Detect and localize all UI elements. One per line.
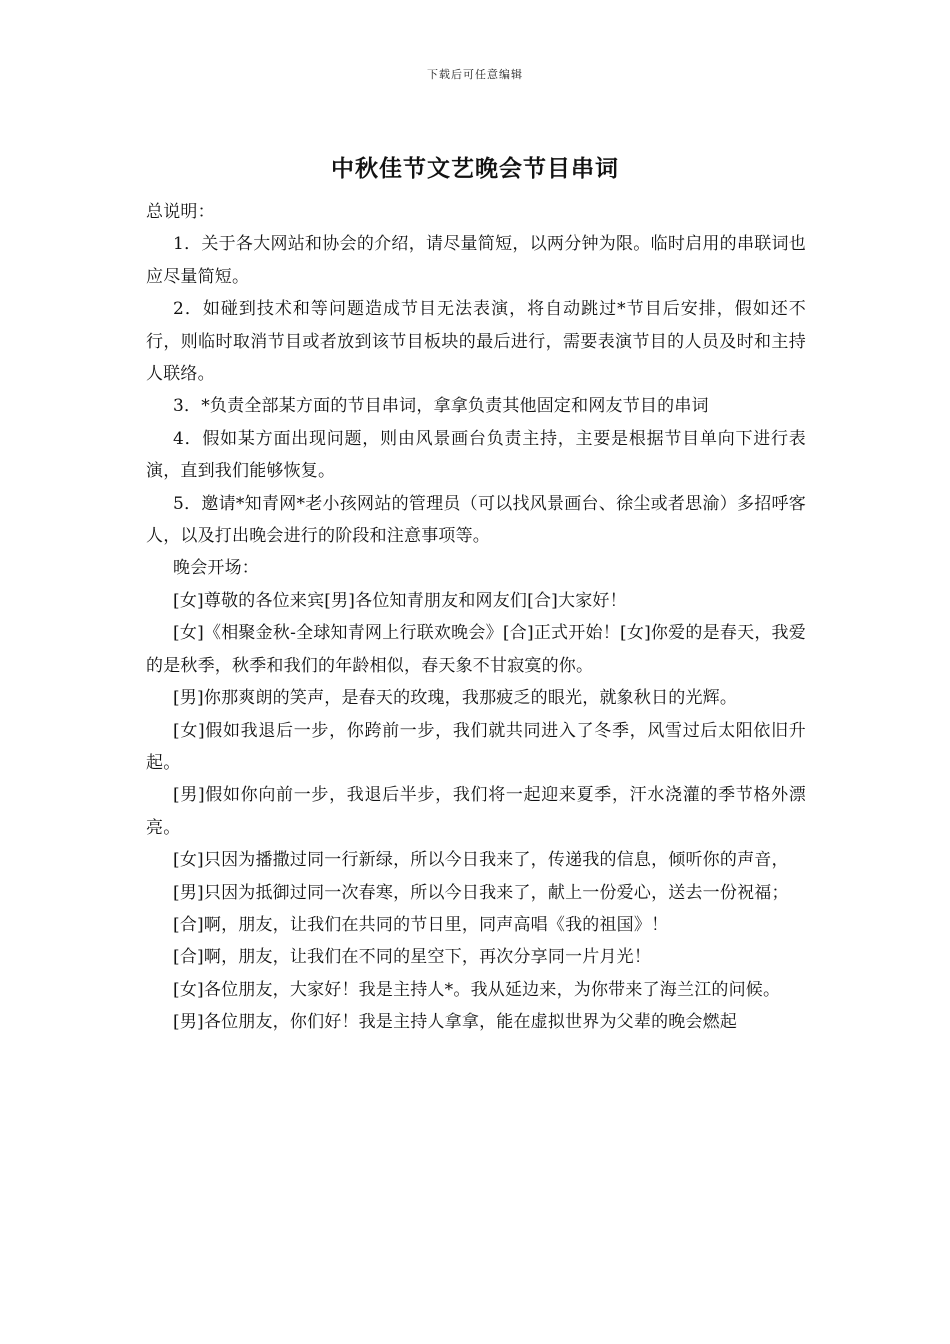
paragraph: [男]各位朋友，你们好！我是主持人拿拿，能在虚拟世界为父辈的晚会燃起 [173, 1012, 738, 1033]
paragraph: [女]只因为播撒过同一行新绿，所以今日我来了，传递我的信息，倾听你的声音， [173, 850, 789, 871]
section-heading: 晚会开场： [173, 558, 259, 579]
paragraph: [女]《相聚金秋-全球知青网上行联欢晚会》[合]正式开始！[女]你爱的是春天，我爱的是秋季，秋季和我们的年龄相似，春天象不甘寂寞的你。 [146, 623, 806, 676]
paragraph: 1．关于各大网站和协会的介绍，请尽量简短，以两分钟为限。临时启用的串联词也应尽量简短。 [146, 234, 806, 287]
paragraph: [男]你那爽朗的笑声，是春天的玫瑰，我那疲乏的眼光，就象秋日的光辉。 [173, 688, 738, 709]
paragraph: [男]只因为抵御过同一次春寒，所以今日我来了，献上一份爱心，送去一份祝福； [173, 882, 789, 903]
paragraph: [合]啊，朋友，让我们在不同的星空下，再次分享同一片月光！ [173, 947, 652, 968]
document-body [146, 196, 806, 1039]
paragraph: 4．假如某方面出现问题，则由风景画台负责主持，主要是根据节目单向下进行表演，直到我们能够恢复。 [146, 428, 806, 482]
intro-label: 总说明： [146, 202, 215, 222]
paragraph: [女]各位朋友，大家好！我是主持人*。我从延边来，为你带来了海兰江的问候。 [173, 979, 781, 1000]
paragraph: [合]啊，朋友，让我们在共同的节日里，同声高唱《我的祖国》！ [173, 914, 669, 935]
paragraph: [男]假如你向前一步，我退后半步，我们将一起迎来夏季，汗水浇灌的季节格外漂亮。 [146, 785, 806, 838]
document-title: 中秋佳节文艺晚会节目串词 [331, 155, 619, 182]
paragraph: [女]尊敬的各位来宾[男]各位知青朋友和网友们[合]大家好！ [173, 590, 627, 611]
paragraph: 3．*负责全部某方面的节目串词，拿拿负责其他固定和网友节目的串词 [173, 396, 709, 417]
paragraph: 2．如碰到技术和等问题造成节目无法表演，将自动跳过*节目后安排，假如还不行，则临时取消节目或者放到该节目板块的最后进行，需要表演节目的人员及时和主持人联络。 [146, 299, 806, 385]
paragraph: [女]假如我退后一步，你跨前一步，我们就共同进入了冬季，风雪过后太阳依旧升起。 [146, 720, 806, 773]
paragraph: 5．邀请*知青网*老小孩网站的管理员（可以找风景画台、徐尘或者思渝）多招呼客人，以及打出晚会进行的阶段和注意事项等。 [146, 493, 806, 547]
page-header-note: 下载后可任意编辑 [427, 68, 523, 81]
